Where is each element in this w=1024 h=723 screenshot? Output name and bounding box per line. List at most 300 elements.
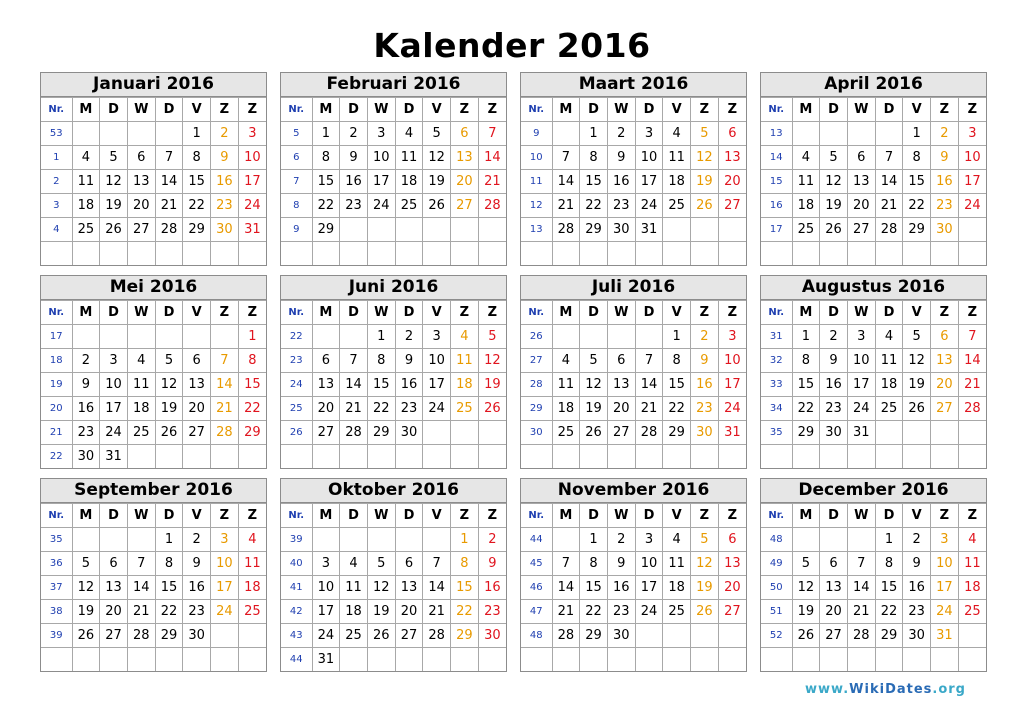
month-title: September 2016 xyxy=(41,479,266,503)
day-cell: 19 xyxy=(691,170,719,194)
empty-cell xyxy=(155,445,183,469)
weekday-header-friday: V xyxy=(903,98,931,122)
weekday-header-saturday: Z xyxy=(211,301,239,325)
empty-cell xyxy=(183,648,211,672)
day-cell: 1 xyxy=(155,528,183,552)
day-cell: 3 xyxy=(635,528,663,552)
day-cell: 27 xyxy=(127,218,155,242)
day-cell: 30 xyxy=(607,624,635,648)
day-cell: 10 xyxy=(847,349,875,373)
week-number: 41 xyxy=(281,576,312,600)
day-cell: 16 xyxy=(607,576,635,600)
day-cell: 25 xyxy=(451,397,479,421)
day-cell: 1 xyxy=(312,122,340,146)
week-row xyxy=(761,648,986,672)
day-cell: 5 xyxy=(100,146,128,170)
day-cell: 24 xyxy=(958,194,986,218)
day-cell: 22 xyxy=(183,194,211,218)
day-cell: 19 xyxy=(100,194,128,218)
empty-cell xyxy=(792,648,820,672)
day-cell: 31 xyxy=(931,624,959,648)
day-cell: 4 xyxy=(395,122,423,146)
day-cell: 2 xyxy=(211,122,239,146)
week-number: 28 xyxy=(521,373,552,397)
day-cell: 8 xyxy=(238,349,266,373)
empty-cell xyxy=(691,445,719,469)
day-cell: 5 xyxy=(367,552,395,576)
month-table xyxy=(41,300,266,468)
weekday-header-sunday: Z xyxy=(718,301,746,325)
week-row xyxy=(521,122,746,146)
week-row xyxy=(281,528,506,552)
day-cell: 6 xyxy=(127,146,155,170)
day-cell: 17 xyxy=(312,600,340,624)
day-cell: 9 xyxy=(607,552,635,576)
week-row xyxy=(761,349,986,373)
day-cell: 1 xyxy=(580,122,608,146)
day-cell: 2 xyxy=(395,325,423,349)
day-cell: 26 xyxy=(820,218,848,242)
week-row xyxy=(41,421,266,445)
day-cell: 1 xyxy=(875,528,903,552)
month-table xyxy=(41,97,266,265)
day-cell: 4 xyxy=(875,325,903,349)
day-cell: 26 xyxy=(478,397,506,421)
empty-cell xyxy=(100,242,128,266)
day-cell: 4 xyxy=(958,528,986,552)
weekday-header-tuesday: D xyxy=(580,301,608,325)
weekday-header-wednesday: W xyxy=(367,301,395,325)
day-cell: 29 xyxy=(875,624,903,648)
day-cell: 24 xyxy=(718,397,746,421)
week-number-header: Nr. xyxy=(41,301,72,325)
day-cell: 11 xyxy=(395,146,423,170)
week-number: 38 xyxy=(41,600,72,624)
month-calendar xyxy=(520,72,747,266)
week-number: 52 xyxy=(761,624,792,648)
day-cell: 5 xyxy=(478,325,506,349)
day-cell: 25 xyxy=(875,397,903,421)
day-cell: 2 xyxy=(820,325,848,349)
day-cell: 2 xyxy=(183,528,211,552)
day-cell: 26 xyxy=(367,624,395,648)
day-cell: 17 xyxy=(635,170,663,194)
empty-cell xyxy=(100,648,128,672)
weekday-header-wednesday: W xyxy=(607,504,635,528)
day-cell: 1 xyxy=(238,325,266,349)
day-cell: 17 xyxy=(718,373,746,397)
day-cell: 28 xyxy=(127,624,155,648)
empty-cell xyxy=(847,242,875,266)
day-cell: 16 xyxy=(903,576,931,600)
empty-cell xyxy=(127,325,155,349)
week-row xyxy=(521,242,746,266)
empty-cell xyxy=(635,445,663,469)
week-number-header: Nr. xyxy=(281,504,312,528)
day-cell: 6 xyxy=(931,325,959,349)
empty-cell xyxy=(718,242,746,266)
day-cell: 30 xyxy=(607,218,635,242)
day-cell: 11 xyxy=(127,373,155,397)
weekday-header-row xyxy=(521,98,746,122)
empty-cell xyxy=(635,624,663,648)
empty-cell xyxy=(792,528,820,552)
month-table xyxy=(761,503,986,671)
day-cell: 23 xyxy=(903,600,931,624)
day-cell: 26 xyxy=(792,624,820,648)
weekday-header-row xyxy=(521,504,746,528)
week-number-header: Nr. xyxy=(281,301,312,325)
day-cell: 13 xyxy=(183,373,211,397)
day-cell: 8 xyxy=(367,349,395,373)
day-cell: 29 xyxy=(367,421,395,445)
day-cell: 10 xyxy=(931,552,959,576)
day-cell: 25 xyxy=(663,600,691,624)
day-cell: 14 xyxy=(958,349,986,373)
day-cell: 29 xyxy=(903,218,931,242)
empty-cell xyxy=(367,648,395,672)
weekday-header-thursday: D xyxy=(635,98,663,122)
footer-link[interactable] xyxy=(805,682,966,697)
weekday-header-friday: V xyxy=(183,504,211,528)
day-cell: 25 xyxy=(72,218,100,242)
weekday-header-friday: V xyxy=(423,504,451,528)
day-cell: 21 xyxy=(635,397,663,421)
month-calendar xyxy=(760,72,987,266)
day-cell: 23 xyxy=(395,397,423,421)
day-cell: 28 xyxy=(155,218,183,242)
empty-cell xyxy=(820,122,848,146)
empty-cell xyxy=(820,528,848,552)
week-number: 40 xyxy=(281,552,312,576)
day-cell: 15 xyxy=(663,373,691,397)
day-cell: 14 xyxy=(635,373,663,397)
day-cell: 10 xyxy=(635,552,663,576)
empty-cell xyxy=(552,648,580,672)
weekday-header-wednesday: W xyxy=(607,98,635,122)
empty-cell xyxy=(958,421,986,445)
day-cell: 10 xyxy=(238,146,266,170)
day-cell: 5 xyxy=(820,146,848,170)
day-cell: 31 xyxy=(718,421,746,445)
day-cell: 3 xyxy=(718,325,746,349)
day-cell: 14 xyxy=(423,576,451,600)
weekday-header-monday: M xyxy=(312,301,340,325)
day-cell: 1 xyxy=(580,528,608,552)
week-row xyxy=(41,218,266,242)
day-cell: 19 xyxy=(423,170,451,194)
day-cell: 18 xyxy=(340,600,368,624)
day-cell: 25 xyxy=(552,421,580,445)
day-cell: 5 xyxy=(580,349,608,373)
week-row xyxy=(521,624,746,648)
month-calendar xyxy=(760,275,987,469)
weekday-header-tuesday: D xyxy=(340,504,368,528)
weekday-header-sunday: Z xyxy=(238,504,266,528)
day-cell: 4 xyxy=(663,122,691,146)
empty-cell xyxy=(580,242,608,266)
empty-cell xyxy=(903,648,931,672)
week-row xyxy=(281,122,506,146)
empty-cell xyxy=(931,445,959,469)
empty-cell xyxy=(340,528,368,552)
day-cell: 7 xyxy=(958,325,986,349)
empty-cell xyxy=(820,445,848,469)
day-cell: 30 xyxy=(903,624,931,648)
day-cell: 29 xyxy=(792,421,820,445)
week-row xyxy=(761,600,986,624)
day-cell: 28 xyxy=(423,624,451,648)
week-row xyxy=(521,325,746,349)
empty-cell xyxy=(931,648,959,672)
week-number: 35 xyxy=(761,421,792,445)
day-cell: 12 xyxy=(155,373,183,397)
weekday-header-thursday: D xyxy=(155,301,183,325)
weekday-header-sunday: Z xyxy=(958,301,986,325)
empty-cell xyxy=(155,648,183,672)
day-cell: 6 xyxy=(718,528,746,552)
weekday-header-tuesday: D xyxy=(820,98,848,122)
weekday-header-friday: V xyxy=(183,301,211,325)
empty-cell xyxy=(312,445,340,469)
week-number: 26 xyxy=(521,325,552,349)
weekday-header-row xyxy=(41,98,266,122)
week-row xyxy=(521,170,746,194)
month-table xyxy=(761,97,986,265)
day-cell: 18 xyxy=(72,194,100,218)
month-table xyxy=(521,503,746,671)
weekday-header-wednesday: W xyxy=(367,98,395,122)
weekday-header-friday: V xyxy=(903,504,931,528)
day-cell: 9 xyxy=(820,349,848,373)
weekday-header-monday: M xyxy=(552,98,580,122)
empty-cell xyxy=(958,242,986,266)
day-cell: 9 xyxy=(607,146,635,170)
empty-cell xyxy=(183,445,211,469)
day-cell: 21 xyxy=(127,600,155,624)
day-cell: 16 xyxy=(820,373,848,397)
week-row xyxy=(41,373,266,397)
weekday-header-wednesday: W xyxy=(607,301,635,325)
weekday-header-row xyxy=(41,504,266,528)
day-cell: 23 xyxy=(820,397,848,421)
day-cell: 16 xyxy=(72,397,100,421)
empty-cell xyxy=(663,445,691,469)
day-cell: 11 xyxy=(340,576,368,600)
day-cell: 19 xyxy=(580,397,608,421)
day-cell: 22 xyxy=(663,397,691,421)
day-cell: 29 xyxy=(580,218,608,242)
empty-cell xyxy=(238,242,266,266)
empty-cell xyxy=(340,648,368,672)
month-title: Februari 2016 xyxy=(281,73,506,97)
day-cell: 12 xyxy=(691,552,719,576)
empty-cell xyxy=(718,648,746,672)
day-cell: 30 xyxy=(931,218,959,242)
day-cell: 29 xyxy=(451,624,479,648)
empty-cell xyxy=(183,325,211,349)
day-cell: 16 xyxy=(395,373,423,397)
weekday-header-row xyxy=(281,504,506,528)
week-row xyxy=(761,445,986,469)
day-cell: 4 xyxy=(792,146,820,170)
day-cell: 7 xyxy=(340,349,368,373)
empty-cell xyxy=(395,242,423,266)
weekday-header-thursday: D xyxy=(635,504,663,528)
empty-cell xyxy=(127,648,155,672)
empty-cell xyxy=(312,325,340,349)
empty-cell xyxy=(100,122,128,146)
day-cell: 17 xyxy=(367,170,395,194)
day-cell: 15 xyxy=(580,576,608,600)
day-cell: 6 xyxy=(607,349,635,373)
day-cell: 13 xyxy=(607,373,635,397)
weekday-header-saturday: Z xyxy=(211,98,239,122)
day-cell: 26 xyxy=(100,218,128,242)
day-cell: 27 xyxy=(183,421,211,445)
week-row xyxy=(41,170,266,194)
day-cell: 17 xyxy=(100,397,128,421)
footer-link-prefix: www. xyxy=(805,682,850,697)
day-cell: 26 xyxy=(691,194,719,218)
day-cell: 10 xyxy=(958,146,986,170)
empty-cell xyxy=(127,122,155,146)
week-number xyxy=(41,648,72,672)
week-row xyxy=(41,624,266,648)
empty-cell xyxy=(691,648,719,672)
day-cell: 10 xyxy=(635,146,663,170)
empty-cell xyxy=(312,528,340,552)
day-cell: 28 xyxy=(875,218,903,242)
day-cell: 18 xyxy=(451,373,479,397)
day-cell: 12 xyxy=(100,170,128,194)
empty-cell xyxy=(607,648,635,672)
week-number: 17 xyxy=(41,325,72,349)
day-cell: 12 xyxy=(691,146,719,170)
day-cell: 21 xyxy=(211,397,239,421)
month-title: Maart 2016 xyxy=(521,73,746,97)
day-cell: 9 xyxy=(72,373,100,397)
week-number: 47 xyxy=(521,600,552,624)
empty-cell xyxy=(792,445,820,469)
day-cell: 24 xyxy=(211,600,239,624)
week-row xyxy=(281,146,506,170)
week-row xyxy=(41,528,266,552)
week-number xyxy=(761,242,792,266)
day-cell: 27 xyxy=(395,624,423,648)
week-number-header: Nr. xyxy=(281,98,312,122)
day-cell: 10 xyxy=(718,349,746,373)
day-cell: 9 xyxy=(395,349,423,373)
day-cell: 7 xyxy=(155,146,183,170)
week-number xyxy=(521,648,552,672)
day-cell: 15 xyxy=(312,170,340,194)
week-row xyxy=(41,194,266,218)
week-number: 37 xyxy=(41,576,72,600)
day-cell: 23 xyxy=(72,421,100,445)
weekday-header-row xyxy=(281,98,506,122)
week-row xyxy=(761,122,986,146)
weekday-header-tuesday: D xyxy=(820,504,848,528)
day-cell: 13 xyxy=(312,373,340,397)
week-number: 12 xyxy=(521,194,552,218)
day-cell: 29 xyxy=(580,624,608,648)
day-cell: 2 xyxy=(478,528,506,552)
week-number: 36 xyxy=(41,552,72,576)
day-cell: 4 xyxy=(340,552,368,576)
empty-cell xyxy=(552,122,580,146)
weekday-header-thursday: D xyxy=(395,504,423,528)
weekday-header-thursday: D xyxy=(155,504,183,528)
weekday-header-friday: V xyxy=(663,301,691,325)
day-cell: 7 xyxy=(423,552,451,576)
weekday-header-saturday: Z xyxy=(691,301,719,325)
weekday-header-saturday: Z xyxy=(691,504,719,528)
empty-cell xyxy=(931,421,959,445)
day-cell: 19 xyxy=(903,373,931,397)
week-row xyxy=(41,552,266,576)
weekday-header-friday: V xyxy=(423,98,451,122)
day-cell: 13 xyxy=(718,146,746,170)
empty-cell xyxy=(875,122,903,146)
weekday-header-sunday: Z xyxy=(718,504,746,528)
week-number: 49 xyxy=(761,552,792,576)
empty-cell xyxy=(635,648,663,672)
day-cell: 13 xyxy=(395,576,423,600)
day-cell: 11 xyxy=(875,349,903,373)
empty-cell xyxy=(931,242,959,266)
empty-cell xyxy=(478,218,506,242)
day-cell: 11 xyxy=(663,146,691,170)
empty-cell xyxy=(127,242,155,266)
weekday-header-wednesday: W xyxy=(847,301,875,325)
empty-cell xyxy=(72,122,100,146)
week-row xyxy=(761,242,986,266)
empty-cell xyxy=(127,445,155,469)
day-cell: 19 xyxy=(72,600,100,624)
week-number xyxy=(521,242,552,266)
day-cell: 3 xyxy=(211,528,239,552)
day-cell: 7 xyxy=(635,349,663,373)
day-cell: 23 xyxy=(607,600,635,624)
week-number: 13 xyxy=(761,122,792,146)
day-cell: 18 xyxy=(958,576,986,600)
month-table xyxy=(521,97,746,265)
day-cell: 8 xyxy=(183,146,211,170)
week-number xyxy=(281,242,312,266)
day-cell: 10 xyxy=(312,576,340,600)
weekday-header-sunday: Z xyxy=(478,98,506,122)
week-row xyxy=(41,122,266,146)
day-cell: 28 xyxy=(847,624,875,648)
weekday-header-wednesday: W xyxy=(367,504,395,528)
day-cell: 7 xyxy=(875,146,903,170)
week-number: 2 xyxy=(41,170,72,194)
day-cell: 27 xyxy=(451,194,479,218)
weekday-header-saturday: Z xyxy=(211,504,239,528)
weekday-header-saturday: Z xyxy=(691,98,719,122)
week-row xyxy=(521,600,746,624)
day-cell: 17 xyxy=(958,170,986,194)
week-number: 3 xyxy=(41,194,72,218)
empty-cell xyxy=(367,242,395,266)
empty-cell xyxy=(340,242,368,266)
weekday-header-monday: M xyxy=(552,301,580,325)
week-number: 5 xyxy=(281,122,312,146)
day-cell: 22 xyxy=(792,397,820,421)
week-row xyxy=(281,170,506,194)
day-cell: 28 xyxy=(552,624,580,648)
